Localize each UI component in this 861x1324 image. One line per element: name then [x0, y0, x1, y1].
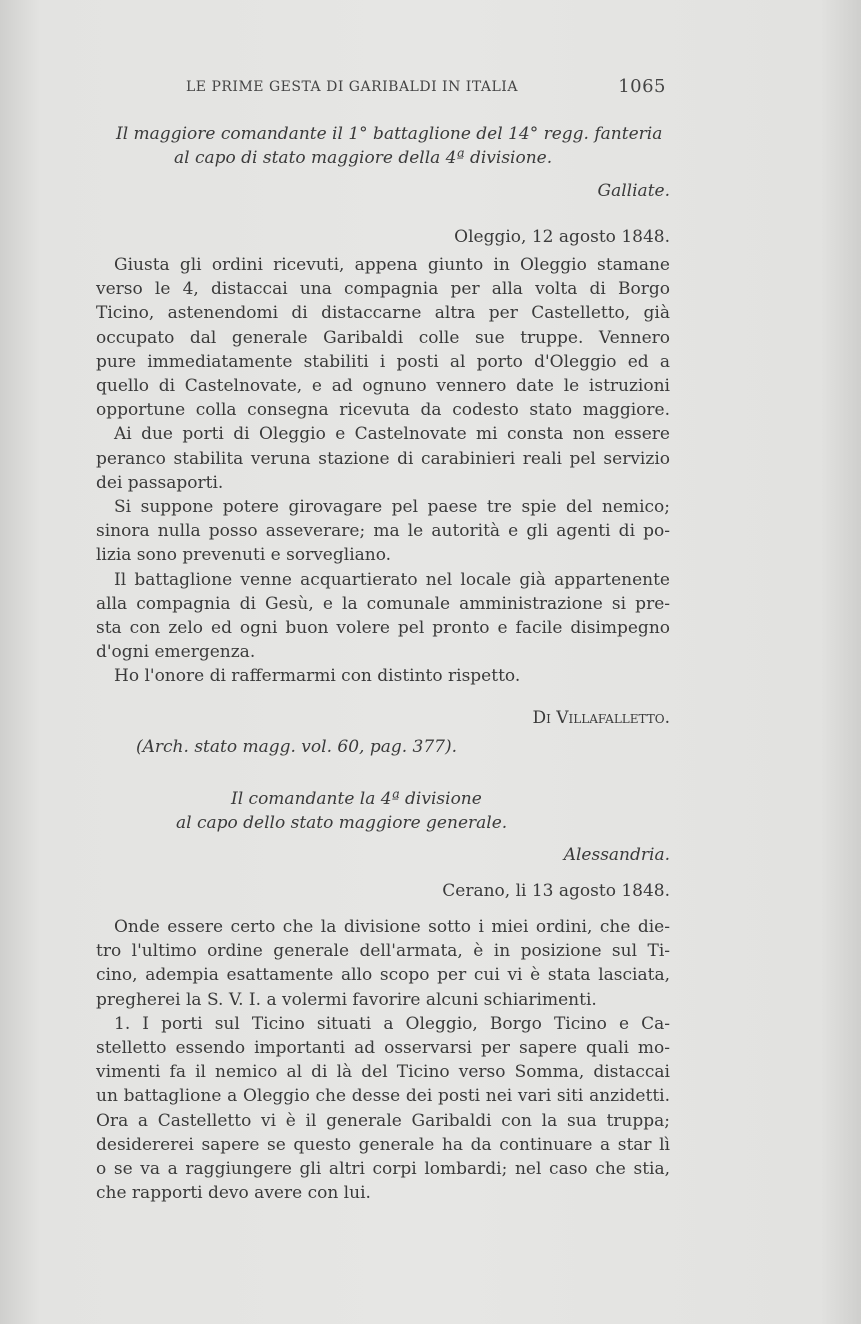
- letter1-source: (Arch. stato magg. vol. 60, pag. 377).: [136, 737, 458, 757]
- text-line: Ora a Castelletto vi è il generale Garibaldi con la sua truppa;: [96, 1110, 670, 1131]
- text-line: Giusta gli ordini ricevuti, appena giunto in Oleggio stamane: [114, 255, 670, 275]
- letter2-destination: Alessandria.: [563, 845, 670, 865]
- text-line: Ticino, astenendomi di distaccarne altra per Castelletto, già: [96, 303, 670, 324]
- text-line: pure immediatamente stabiliti i posti al porto d'Oleggio ed a: [96, 351, 670, 372]
- letter2-body: [96, 915, 670, 1205]
- page-number: 1065: [618, 76, 666, 97]
- text-line: dei passaporti.: [96, 472, 224, 493]
- text-line: lizia sono prevenuti e sorvegliano.: [96, 545, 392, 566]
- running-title: LE PRIME GESTA DI GARIBALDI IN ITALIA: [186, 79, 518, 95]
- text-line: tro l'ultimo ordine generale dell'armata, è in posizione sul Ti-: [96, 941, 670, 962]
- letter1-address: [96, 122, 670, 170]
- letter1-place-date: Oleggio, 12 agosto 1848.: [454, 227, 670, 247]
- text-line: occupato dal generale Garibaldi colle sue truppe. Vennero: [96, 327, 670, 348]
- text-line: o se va a raggiungere gli altri corpi lombardi; nel caso che stia,: [96, 1159, 670, 1180]
- text-line: Il battaglione venne acquartierato nel locale già appartenente: [114, 569, 670, 590]
- text-line: Ho l'onore di raffermarmi con distinto rispetto.: [114, 666, 521, 687]
- text-line: desidererei sapere se questo generale ha da continuare a star lì: [96, 1134, 670, 1155]
- text-line: cino, adempia esattamente allo scopo per cui vi è stata lasciata,: [96, 965, 670, 986]
- text-line: Onde essere certo che la divisione sotto i miei ordini, che die-: [114, 917, 670, 937]
- text-line: pregherei la S. V. I. a volermi favorire alcuni schiarimenti.: [96, 989, 597, 1010]
- text-line: alla compagnia di Gesù, e la comunale amministrazione si pre-: [96, 593, 670, 614]
- text-line: stelletto essendo importanti ad osservarsi per sapere quali mo-: [96, 1038, 670, 1059]
- address-line: Il comandante la 4ª divisione: [231, 789, 482, 809]
- text-line: vimenti fa il nemico al di là del Ticino verso Somma, distaccai: [96, 1062, 670, 1083]
- text-line: Si suppone potere girovagare pel paese tre spie del nemico;: [114, 497, 670, 518]
- text-line: peranco stabilita veruna stazione di carabinieri reali pel servizio: [96, 448, 670, 469]
- letter1-destination: Galliate.: [597, 181, 670, 201]
- letter1-signature: Di Villafalletto.: [532, 708, 670, 728]
- text-line: opportune colla consegna ricevuta da codesto stato maggiore.: [96, 400, 670, 421]
- text-line: che rapporti devo avere con lui.: [96, 1183, 371, 1204]
- letter1-paragraph-1: [96, 253, 670, 689]
- text-line: verso le 4, distaccai una compagnia per alla volta di Borgo: [96, 279, 670, 300]
- text-line: Ai due porti di Oleggio e Castelnovate mi consta non essere: [114, 424, 670, 445]
- text-line: sta con zelo ed ogni buon volere pel pronto e facile disimpegno: [96, 618, 670, 639]
- address-line: Il maggiore comandante il 1° battaglione del 14° regg. fanteria: [116, 124, 663, 144]
- text-line: quello di Castelnovate, e ad ognuno vennero date le istruzioni: [96, 376, 670, 397]
- address-line: al capo dello stato maggiore generale.: [176, 813, 508, 834]
- letter2-place-date: Cerano, li 13 agosto 1848.: [442, 881, 670, 901]
- text-line: d'ogni emergenza.: [96, 642, 256, 663]
- text-line: sinora nulla posso asseverare; ma le autorità e gli agenti di po-: [96, 521, 670, 542]
- text-line: 1. I porti sul Ticino situati a Oleggio, Borgo Ticino e Ca-: [114, 1013, 670, 1034]
- address-line: al capo di stato maggiore della 4ª divisione.: [174, 148, 553, 169]
- letter2-address: [96, 787, 670, 835]
- text-line: un battaglione a Oleggio che desse dei posti nei vari siti anzidetti.: [96, 1086, 670, 1107]
